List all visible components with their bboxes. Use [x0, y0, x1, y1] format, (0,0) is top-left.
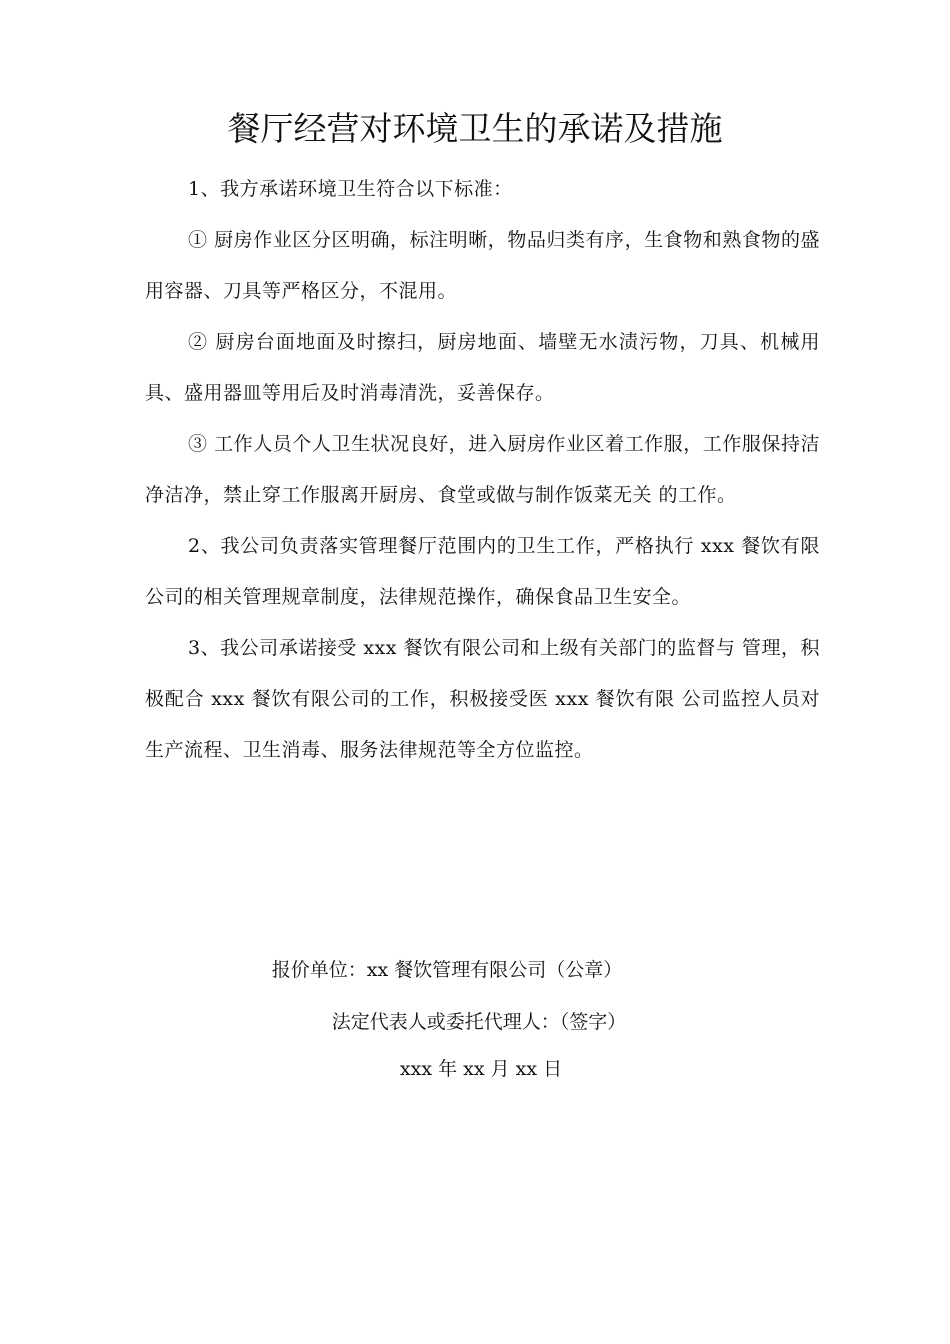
signature-date: xxx 年 xx 月 xx 日	[399, 1058, 563, 1080]
signature-representative: 法定代表人或委托代理人：（签字）	[331, 1011, 627, 1033]
paragraph-1: 1、我方承诺环境卫生符合以下标准：	[188, 178, 513, 200]
signature-unit: 报价单位：xx 餐饮管理有限公司（公章）	[271, 959, 623, 981]
paragraph-standard-2: ② 厨房台面地面及时擦扫，厨房地面、墙壁无水渍污物，刀具、机械用具、盛用器皿等用后及时消毒清洗，妥善保存。	[145, 331, 820, 404]
document-title: 餐厅经营对环境卫生的承诺及措施	[227, 109, 723, 148]
paragraph-standard-3: ③ 工作人员个人卫生状况良好，进入厨房作业区着工作服，工作服保持洁净洁净，禁止穿工作服离开厨房、食堂或做与制作饭菜无关 的工作。	[145, 433, 820, 506]
paragraph-2: 2、我公司负责落实管理餐厅范围内的卫生工作，严格执行 xxx 餐饮有限公司的相关管理规章制度，法律规范操作，确保食品卫生安全。	[145, 535, 820, 608]
document-body	[145, 164, 820, 776]
paragraph-3: 3、我公司承诺接受 xxx 餐饮有限公司和上级有关部门的监督与 管理，积极配合 xxx 餐饮有限公司的工作，积极接受医 xxx 餐饮有限 公司监控人员对生产流程、卫生消毒、服务法律规范等全方位监控。	[145, 637, 820, 761]
paragraph-standard-1: ① 厨房作业区分区明确，标注明晰，物品归类有序，生食物和熟食物的盛用容器、刀具等严格区分，不混用。	[145, 229, 820, 302]
